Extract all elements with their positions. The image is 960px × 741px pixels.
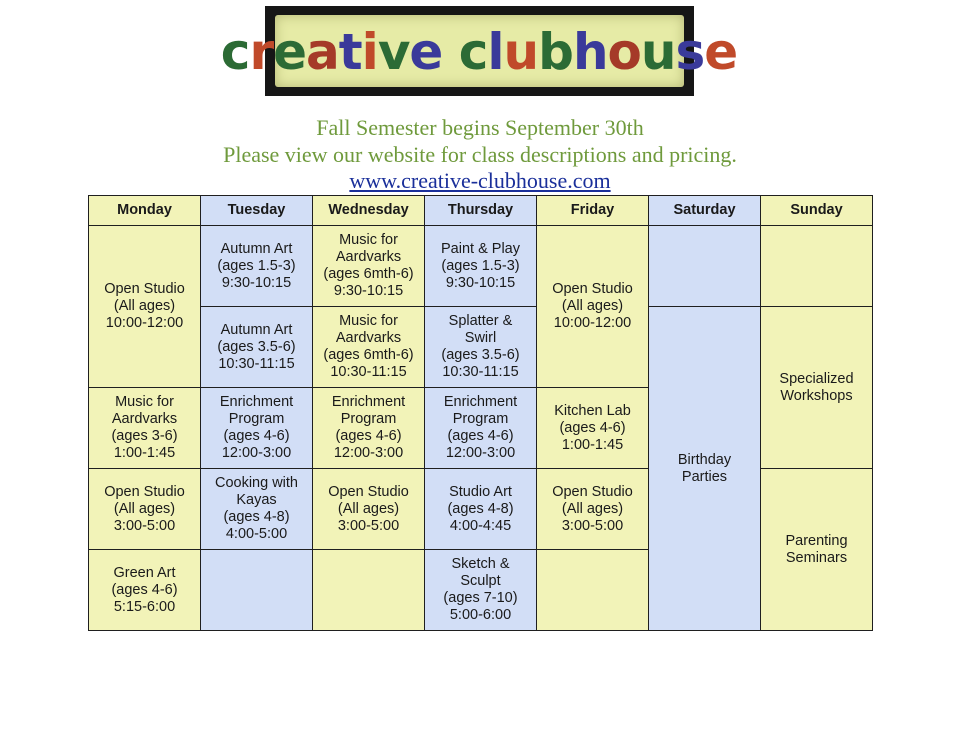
day-header-friday: Friday xyxy=(537,196,649,226)
class-cell: Open Studio (All ages) 3:00-5:00 xyxy=(313,469,425,550)
class-cell: Enrichment Program (ages 4-6) 12:00-3:00 xyxy=(201,388,313,469)
header-row xyxy=(89,196,873,226)
website-info-text: Please view our website for class descriptions and pricing. xyxy=(223,142,737,167)
class-cell: Studio Art (ages 4-8) 4:00-4:45 xyxy=(425,469,537,550)
class-cell: Birthday Parties xyxy=(649,307,761,631)
logo-plaque xyxy=(220,15,738,87)
empty-cell xyxy=(313,550,425,631)
class-cell: Parenting Seminars xyxy=(761,469,873,631)
empty-cell xyxy=(537,550,649,631)
class-cell: Open Studio (All ages) 10:00-12:00 xyxy=(537,226,649,388)
class-cell: Sketch & Sculpt (ages 7-10) 5:00-6:00 xyxy=(425,550,537,631)
class-cell: Autumn Art (ages 1.5-3) 9:30-10:15 xyxy=(201,226,313,307)
class-cell: Open Studio (All ages) 10:00-12:00 xyxy=(89,226,201,388)
day-header-wednesday: Wednesday xyxy=(313,196,425,226)
class-cell: Cooking with Kayas (ages 4-8) 4:00-5:00 xyxy=(201,469,313,550)
class-cell: Enrichment Program (ages 4-6) 12:00-3:00 xyxy=(313,388,425,469)
class-cell: Open Studio (All ages) 3:00-5:00 xyxy=(537,469,649,550)
day-header-sunday: Sunday xyxy=(761,196,873,226)
empty-cell xyxy=(761,226,873,307)
schedule-row xyxy=(89,226,873,307)
day-header-monday: Monday xyxy=(89,196,201,226)
class-cell: Music for Aardvarks (ages 6mth-6) 9:30-10:15 xyxy=(313,226,425,307)
creative-clubhouse-logo xyxy=(220,6,738,96)
schedule-row xyxy=(89,307,873,388)
class-cell: Paint & Play (ages 1.5-3) 9:30-10:15 xyxy=(425,226,537,307)
day-header-saturday: Saturday xyxy=(649,196,761,226)
empty-cell xyxy=(649,226,761,307)
class-cell: Autumn Art (ages 3.5-6) 10:30-11:15 xyxy=(201,307,313,388)
class-schedule-table xyxy=(88,195,873,631)
class-cell: Splatter & Swirl (ages 3.5-6) 10:30-11:15 xyxy=(425,307,537,388)
website-link-wrapper xyxy=(0,168,960,194)
day-header-tuesday: Tuesday xyxy=(201,196,313,226)
semester-start-text: Fall Semester begins September 30th xyxy=(316,115,644,140)
svg-text:creative clubhouse: creative clubhouse xyxy=(220,23,738,81)
logo-lettering xyxy=(220,15,738,87)
class-cell: Green Art (ages 4-6) 5:15-6:00 xyxy=(89,550,201,631)
website-link[interactable]: www.creative-clubhouse.com xyxy=(349,168,611,193)
class-cell: Open Studio (All ages) 3:00-5:00 xyxy=(89,469,201,550)
day-header-thursday: Thursday xyxy=(425,196,537,226)
class-cell: Music for Aardvarks (ages 3-6) 1:00-1:45 xyxy=(89,388,201,469)
class-cell: Specialized Workshops xyxy=(761,307,873,469)
class-cell: Music for Aardvarks (ages 6mth-6) 10:30-11:15 xyxy=(313,307,425,388)
class-cell: Enrichment Program (ages 4-6) 12:00-3:00 xyxy=(425,388,537,469)
empty-cell xyxy=(201,550,313,631)
class-cell: Kitchen Lab (ages 4-6) 1:00-1:45 xyxy=(537,388,649,469)
